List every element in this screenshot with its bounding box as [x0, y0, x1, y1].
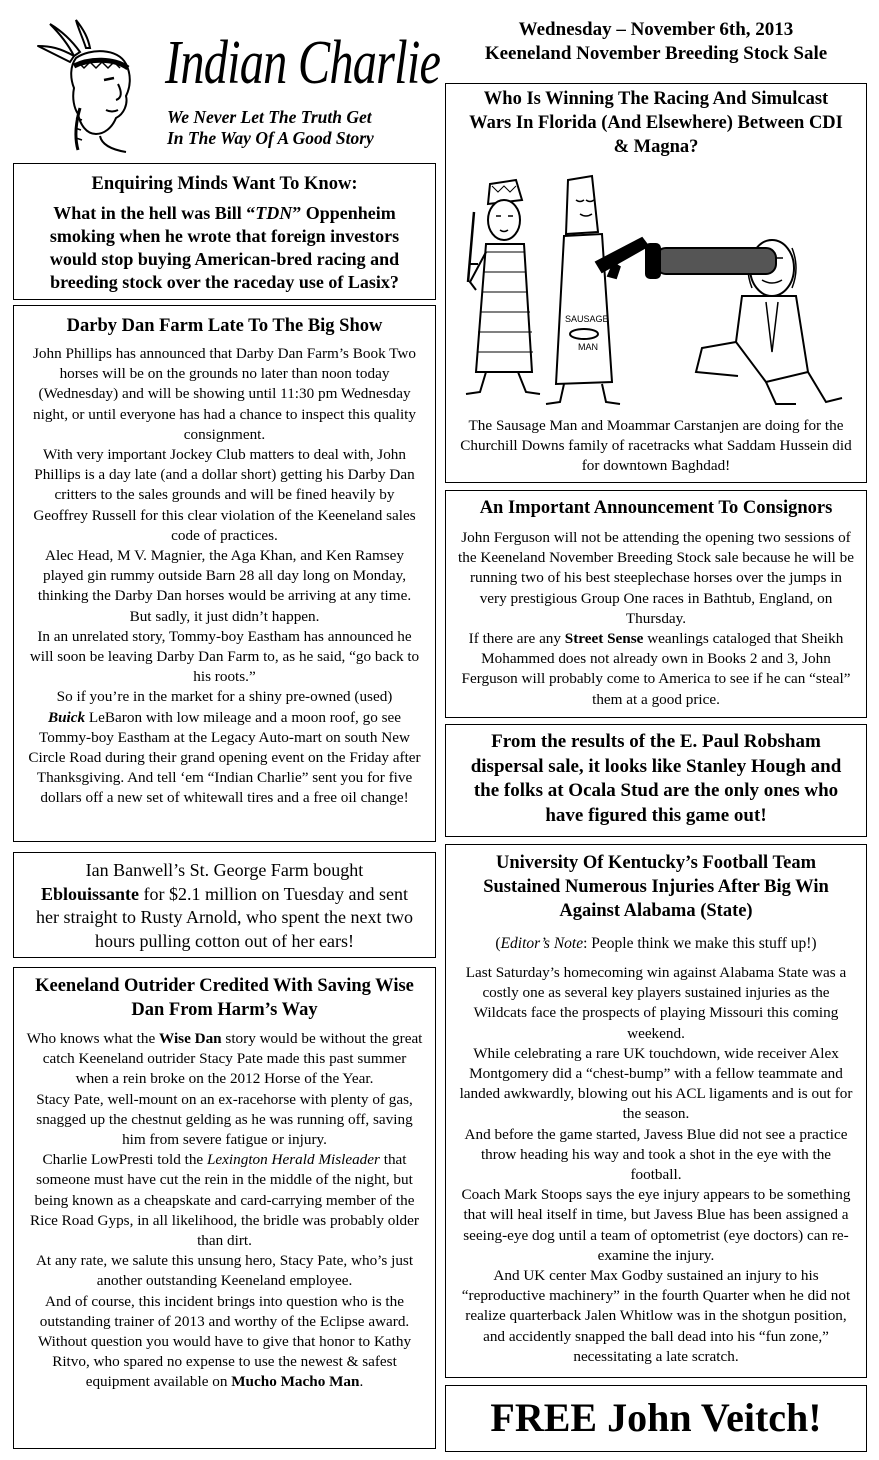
consignors-p2: If there are any Street Sense weanlings cataloged that Sheikh Mohammed does not already own in Books 2 and 3, John Ferguson will probably come to America to see if he can “steal” them at a good price.: [461, 630, 851, 708]
banwell-box: [13, 852, 436, 958]
robsham-box: [445, 724, 867, 837]
editor-note-italic: Editor’s Note: [500, 935, 584, 952]
mucho-macho-bold: Mucho Macho Man: [231, 1373, 360, 1391]
florida-wars-box: [445, 83, 867, 483]
masthead-tagline: [167, 107, 374, 149]
darby-body: [14, 338, 435, 809]
street-sense-bold: Street Sense: [564, 630, 644, 648]
outrider-heading: Keeneland Outrider Credited With Saving Wise Dan From Harm’s Way: [35, 976, 414, 1020]
issue-date: Wednesday – November 6th, 2013: [518, 19, 794, 40]
buick-bold: Buick: [47, 708, 86, 726]
banwell-text: Ian Banwell’s St. George Farm bought Eblouissante for $2.1 million on Tuesday and sent her straight to Rusty Arnold, who spent the next two hours pulling cotton out of her ears!: [36, 860, 413, 951]
tagline-line-2: In The Way Of A Good Story: [167, 128, 374, 148]
uk-body: [446, 954, 866, 1367]
darby-p1: John Phillips has announced that Darby Dan Farm’s Book Two horses will be on the grounds no later than noon today (Wednesday) and will be showing until 11:30 pm Wednesday night, or until everyone has had a chance to inspect this quality consignment.: [33, 345, 416, 443]
cartoon-caption: The Sausage Man and Moammar Carstanjen are doing for the Churchill Downs family of racetracks what Saddam Hussein did for downtown Baghdad!: [460, 417, 852, 474]
free-veitch-box: [445, 1385, 867, 1452]
uk-p3: And before the game started, Javess Blue did not see a practice throw heading his way and took a shot in the eye with the football.: [464, 1125, 848, 1184]
outrider-p1: Who knows what the Wise Dan story would be without the great catch Keeneland outrider Stacy Pate made this past summer when a rein broke on the 2012 Horse of the Year.: [26, 1030, 423, 1088]
consignors-article: [445, 490, 867, 718]
consignors-body: [446, 520, 866, 710]
indian-head-logo-icon: [30, 18, 162, 156]
uk-heading: University Of Kentucky’s Football Team Sustained Numerous Injuries After Big Win Against Alabama (State): [483, 853, 829, 921]
sausage-apron-text-1: SAUSAGE: [565, 314, 609, 324]
herald-italic: Lexington Herald Misleader: [206, 1151, 380, 1169]
outrider-p4: At any rate, we salute this unsung hero, Stacy Pate, who’s just another outstanding Keeneland employee.: [35, 1252, 414, 1290]
robsham-text: From the results of the E. Paul Robsham dispersal sale, it looks like Stanley Hough and the folks at Ocala Stud are the only ones who have figured this game out!: [470, 731, 842, 826]
cartoon-illustration: [446, 172, 866, 412]
enquiring-heading: Enquiring Minds Want To Know:: [91, 174, 358, 194]
darby-p3: Alec Head, M V. Magnier, the Aga Khan, and Ken Ramsey played gin rummy outside Barn 28 all day long on Monday, thinking the Darby Dan horses would be arriving at any time. But sadly, it just didn’t happen.: [37, 547, 412, 625]
tagline-line-1: We Never Let The Truth Get: [167, 107, 372, 127]
outrider-p2: Stacy Pate, well-mount on an ex-racehorse with plenty of gas, snagged up the chestnut gelding as he was running off, saving him from severe fatigue or injury.: [36, 1090, 413, 1149]
outrider-article: [13, 967, 436, 1449]
uk-p4: Coach Mark Stoops says the eye injury appears to be something that will heal itself in time, but Javess Blue has been assigned a seeing-eye dog until a team of optometrist (eye doctors) can re-examine the injury.: [461, 1186, 851, 1264]
outrider-p6: Without question you would have to give that honor to Kathy Ritvo, who spared no expense to use the newest & safest equipment available on Mucho Macho Man.: [37, 1333, 412, 1391]
issue-event: Keeneland November Breeding Stock Sale: [484, 43, 828, 64]
uk-p5: And UK center Max Godby sustained an injury to his “reproductive machinery” in the fourth Quarter when he did not realize quarterback Jalen Whitlow was in the shotgun position, and accidently snapped the ball dead into his “fun zone,” necessitating a late scratch.: [461, 1267, 851, 1365]
darby-p2: With very important Jockey Club matters to deal with, John Phillips is a day late (and a dollar short) getting his Darby Dan critters to the sales grounds and will be fined heavily by Geoffrey Russell for this clear violation of the Keeneland sales code of practices.: [33, 446, 416, 544]
florida-heading: Who Is Winning The Racing And Simulcast Wars In Florida (And Elsewhere) Between CDI & Magna?: [469, 89, 843, 157]
wise-dan-bold: Wise Dan: [159, 1030, 222, 1047]
darby-dan-article: [13, 305, 436, 842]
darby-p4: In an unrelated story, Tommy-boy Eastham has announced he will soon be leaving Darby Dan Farm to, as he said, “go back to his roots.”: [29, 627, 420, 686]
uk-p2: While celebrating a rare UK touchdown, wide receiver Alex Montgomery did a “chest-bump” with a fellow teammate and landed awkwardly, blowing out his ACL ligaments and is out for the season.: [459, 1044, 853, 1123]
outrider-p3: Charlie LowPresti told the Lexington Herald Misleader that someone must have cut the rein in the middle of the night, but being known as a cheapskate and card-carrying member of the Rice Road Gyps, in all likelihood, the bridle was probably older than dirt.: [30, 1151, 419, 1250]
eblouissante-bold: Eblouissante: [40, 883, 140, 904]
darby-heading: Darby Dan Farm Late To The Big Show: [66, 316, 383, 336]
darby-p5: So if you’re in the market for a shiny pre-owned (used) Buick LeBaron with low mileage and a moon roof, go see Tommy-boy Eastham at the Legacy Auto-mart on south New Circle Road during their grand opening event on the Friday after Thanksgiving. And tell ‘em “Indian Charlie” sent you for five dollars off a new set of whitewall tires and a free oil change!: [28, 688, 421, 807]
outrider-body: [14, 1022, 435, 1393]
tdn-italic: TDN: [255, 203, 293, 223]
masthead-title: Indian Charlie: [165, 29, 441, 97]
consignors-heading: An Important Announcement To Consignors: [479, 498, 833, 518]
uk-p1: Last Saturday’s homecoming win against Alabama State was a costly one as several key players sustained injuries as the Wildcats face the prospects of playing Missouri this coming weekend.: [465, 964, 847, 1042]
sausage-apron-text-2: MAN: [578, 342, 598, 352]
enquiring-question: What in the hell was Bill “TDN” Oppenheim smoking when he wrote that foreign investors would stop buying American-bred racing and breeding stock over the raceday use of Lasix?: [49, 203, 400, 292]
free-veitch-text: FREE John Veitch!: [490, 1395, 822, 1440]
enquiring-minds-box: [13, 163, 436, 300]
uk-editor-note: (Editor’s Note: People think we make this stuff up!): [495, 935, 817, 952]
issue-date-block: [445, 18, 867, 66]
outrider-p5: And of course, this incident brings into question who is the outstanding trainer of 2013 and worthy of the Eclipse award.: [39, 1292, 410, 1330]
consignors-p1: John Ferguson will not be attending the opening two sessions of the Keeneland November Breeding Stock sale because he will be running two of his best steeplechase horses over the jumps in very prestigious Group One races in Bathtub, England, on Thursday.: [458, 529, 854, 627]
uk-football-article: [445, 844, 867, 1378]
